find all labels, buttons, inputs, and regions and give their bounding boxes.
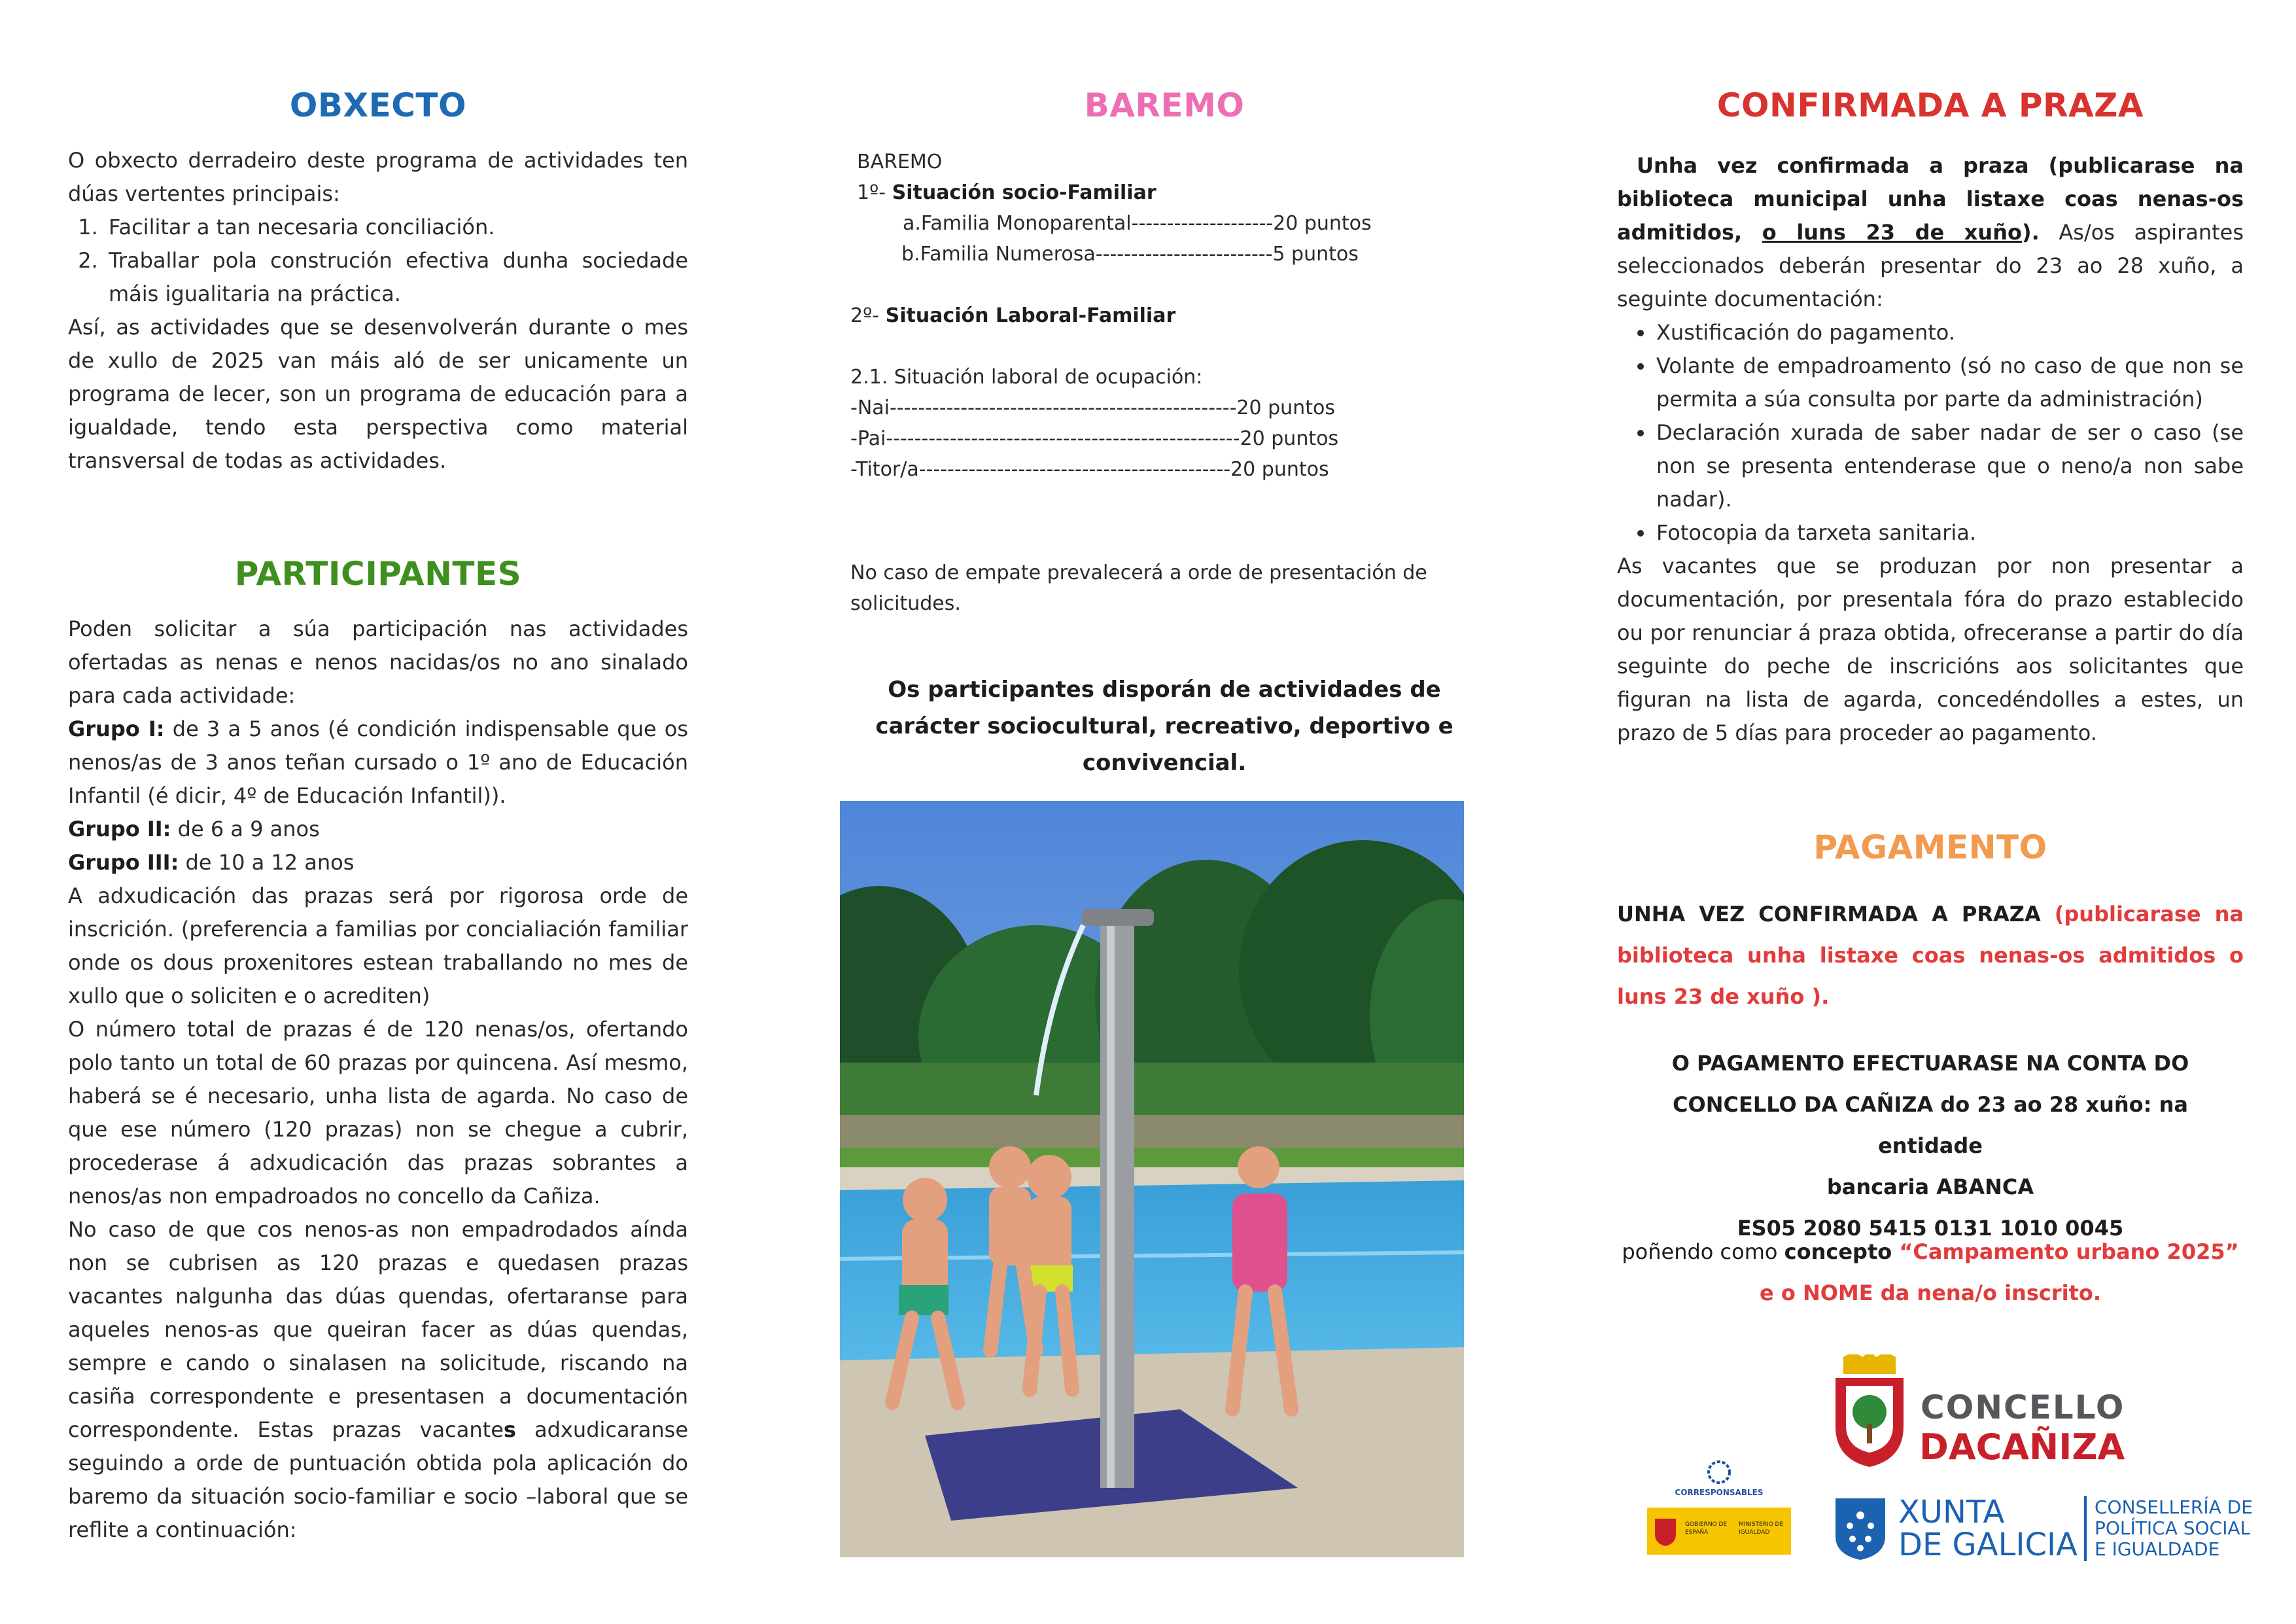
spain-shield-icon (1652, 1515, 1679, 1547)
doc-item-4: • Fotocopia da tarxeta sanitaria. (1655, 516, 2244, 550)
adxudicacion-paragraph: A adxudicación das prazas será por rigorosa orde de inscrición. (preferencia a familias por concialiación familiar onde os dous proxenitores estean traballando no mes de xullo que o soliciten e o acrediten) (68, 883, 688, 1008)
iban: ES05 2080 5415 0131 1010 0045 (1737, 1216, 2124, 1241)
column-right (1617, 0, 2253, 1624)
baremo-titor: -Titor/a--------------------------------------------20 puntos (850, 458, 1329, 481)
grupo-3: Grupo III: de 10 a 12 anos (68, 850, 355, 875)
xunta-shield-icon (1833, 1496, 1888, 1561)
obxecto-item-1: 1. Facilitar a tan necesaria conciliación. (105, 211, 688, 244)
participantes-heading: PARTICIPANTES (234, 555, 522, 593)
obxecto-text (68, 144, 688, 478)
confirmada-text (1617, 149, 2244, 750)
baremo-pai: -Pai--------------------------------------------------20 puntos (850, 427, 1339, 450)
corresponsables-icon (1706, 1459, 1732, 1485)
gobierno-logo: GOBIERNO DE ESPAÑA MINISTERIO DE IGUALDAD (1647, 1508, 1791, 1555)
pagamento-conta: O PAGAMENTO EFECTUARASE NA CONTA DO CONCELLO DA CAÑIZA do 23 ao 28 xuño: na entidade bancaria ABANCA ES05 2080 5415 0131 1010 0045 (1617, 1043, 2244, 1249)
confirmada-lead: Unha vez confirmada a praza (publicarase na biblioteca municipal unha listaxe coas nenas-os admitidos, o luns 23 de xuño). As/os aspirantes seleccionados deberán presentar do 23 ao 28 xuño, a seguinte documentación: (1617, 153, 2244, 311)
obxecto-body: Así, as actividades que se desenvolverán durante o mes de xullo de 2025 van máis aló de ser unicamente un programa de lecer, son un programa de educación para a igualdade, tendo esta perspectiva como material transversal de todas as actividades. (68, 315, 688, 473)
obxecto-list (68, 211, 688, 311)
doc-item-2: • Volante de empadroamento (só no caso de que non se permita a súa consulta por parte da administración) (1655, 349, 2244, 416)
baremo-section-1: 1º- Situación socio-Familiar (857, 181, 1157, 204)
baremo-situacion-laboral: 2.1. Situación laboral de ocupación: (850, 366, 1203, 389)
caniza-text: DACAÑIZA (1919, 1426, 2125, 1468)
participantes-highlight: Os participantes disporán de actividades de carácter sociocultural, recreativo, deportivo e convivencial. (875, 677, 1453, 776)
baremo-nai: -Nai-------------------------------------------------20 puntos (850, 397, 1335, 419)
numero-prazas-paragraph: O número total de prazas é de 120 nenas/os, ofertando polo tanto un total de 60 prazas por quincena. Así mesmo, haberá se é necesario, unha lista de agarda. No caso de que ese número (120 prazas) non se chegue a cubrir, procederase á adxudicación das prazas sobrantes a nenos/as non empadroados no concello da Cañiza. (68, 1017, 688, 1209)
participantes-intro: Poden solicitar a súa participación nas actividades ofertadas as nenas e nenos nacidas/os no ano sinalado para cada actividade: (68, 616, 688, 708)
vacantes-text: As vacantes que se produzan por non presentar a documentación, por presentala fóra do prazo establecido ou por renunciar á praza obtida, ofreceranse a partir do día seguinte do peche de inscricións aos solicitantes que figuran na lista de agarda, concedéndolles a estes, un prazo de 5 días para proceder ao pagamento. (1617, 554, 2244, 745)
grupo-2: Grupo II: de 6 a 9 anos (68, 817, 320, 841)
participantes-text (68, 612, 688, 1547)
obxecto-intro: O obxecto derradeiro deste programa de actividades ten dúas vertentes principais: (68, 148, 688, 206)
grupo-1: Grupo I: de 3 a 5 anos (é condición indispensable que os nenos/as de 3 anos teñan cursado o 1º ano de Educación Infantil (é dicir, 4º de Educación Infantil)). (68, 716, 689, 808)
pagamento-concepto: poñendo como concepto “Campamento urbano 2025” e o NOME da nena/o inscrito. (1622, 1239, 2239, 1305)
pagamento-heading: PAGAMENTO (1813, 828, 2047, 866)
vacantes-paragraph: No caso de que cos nenos-as non empadrodados aínda non se cubrisen as 120 prazas e quedasen prazas vacantes nalgunha das dúas quendas, ofertaranse para aqueles nenos-as que queiran facer as dúas quendas, sempre e cando o sinalasen na solicitude, riscando na casiña correspondente e presentasen a documentación correspondente. Estas prazas vacantes adxudicaranse seguindo a orde de puntuación obtida pola aplicación do baremo da situación socio-familiar e socio –laboral que se reflite a continuación: (68, 1217, 689, 1542)
pool-photo (840, 801, 1464, 1557)
doc-item-1: • Xustificación do pagamento. (1655, 316, 2244, 349)
xunta-logo: XUNTA DE GALICIA CONSELLERÍA DE POLÍTICA SOCIAL E IGUALDADE (1833, 1496, 2252, 1568)
baremo-numerosa: b.Familia Numerosa-------------------------5 puntos (901, 243, 1359, 266)
baremo-empate: No caso de empate prevalecerá a orde de presentación de solicitudes. (850, 561, 1427, 615)
concello-text: CONCELLO (1921, 1388, 2125, 1426)
column-left (68, 0, 688, 1624)
obxecto-heading: OBXECTO (289, 86, 467, 124)
confirmada-heading: CONFIRMADA A PRAZA (1716, 86, 2144, 124)
corresponsables-logo: CORRESPONSABLES GOBIERNO DE ESPAÑA MINISTERIO DE IGUALDAD (1647, 1459, 1791, 1557)
baremo-table (850, 147, 1478, 485)
baremo-heading: BAREMO (1084, 86, 1245, 124)
baremo-section-2: 2º- Situación Laboral-Familiar (850, 304, 1176, 327)
pagamento-lead: UNHA VEZ CONFIRMADA A PRAZA (publicarase na biblioteca unha listaxe coas nenas-os admitidos o luns 23 de xuño ). (1617, 902, 2244, 1009)
doc-item-3: • Declaración xurada de saber nadar de ser o caso (se non se presenta entenderase que o neno/a non sabe nadar). (1655, 416, 2244, 516)
shield-icon (1830, 1354, 1909, 1470)
baremo-label: BAREMO (857, 150, 943, 173)
concello-logo (1830, 1354, 2249, 1472)
obxecto-item-2: 2. Traballar pola construción efectiva dunha sociedade máis igualitaria na práctica. (105, 244, 688, 311)
documentacion-list (1617, 316, 2244, 550)
baremo-monoparental: a.Familia Monoparental--------------------20 puntos (903, 212, 1372, 235)
